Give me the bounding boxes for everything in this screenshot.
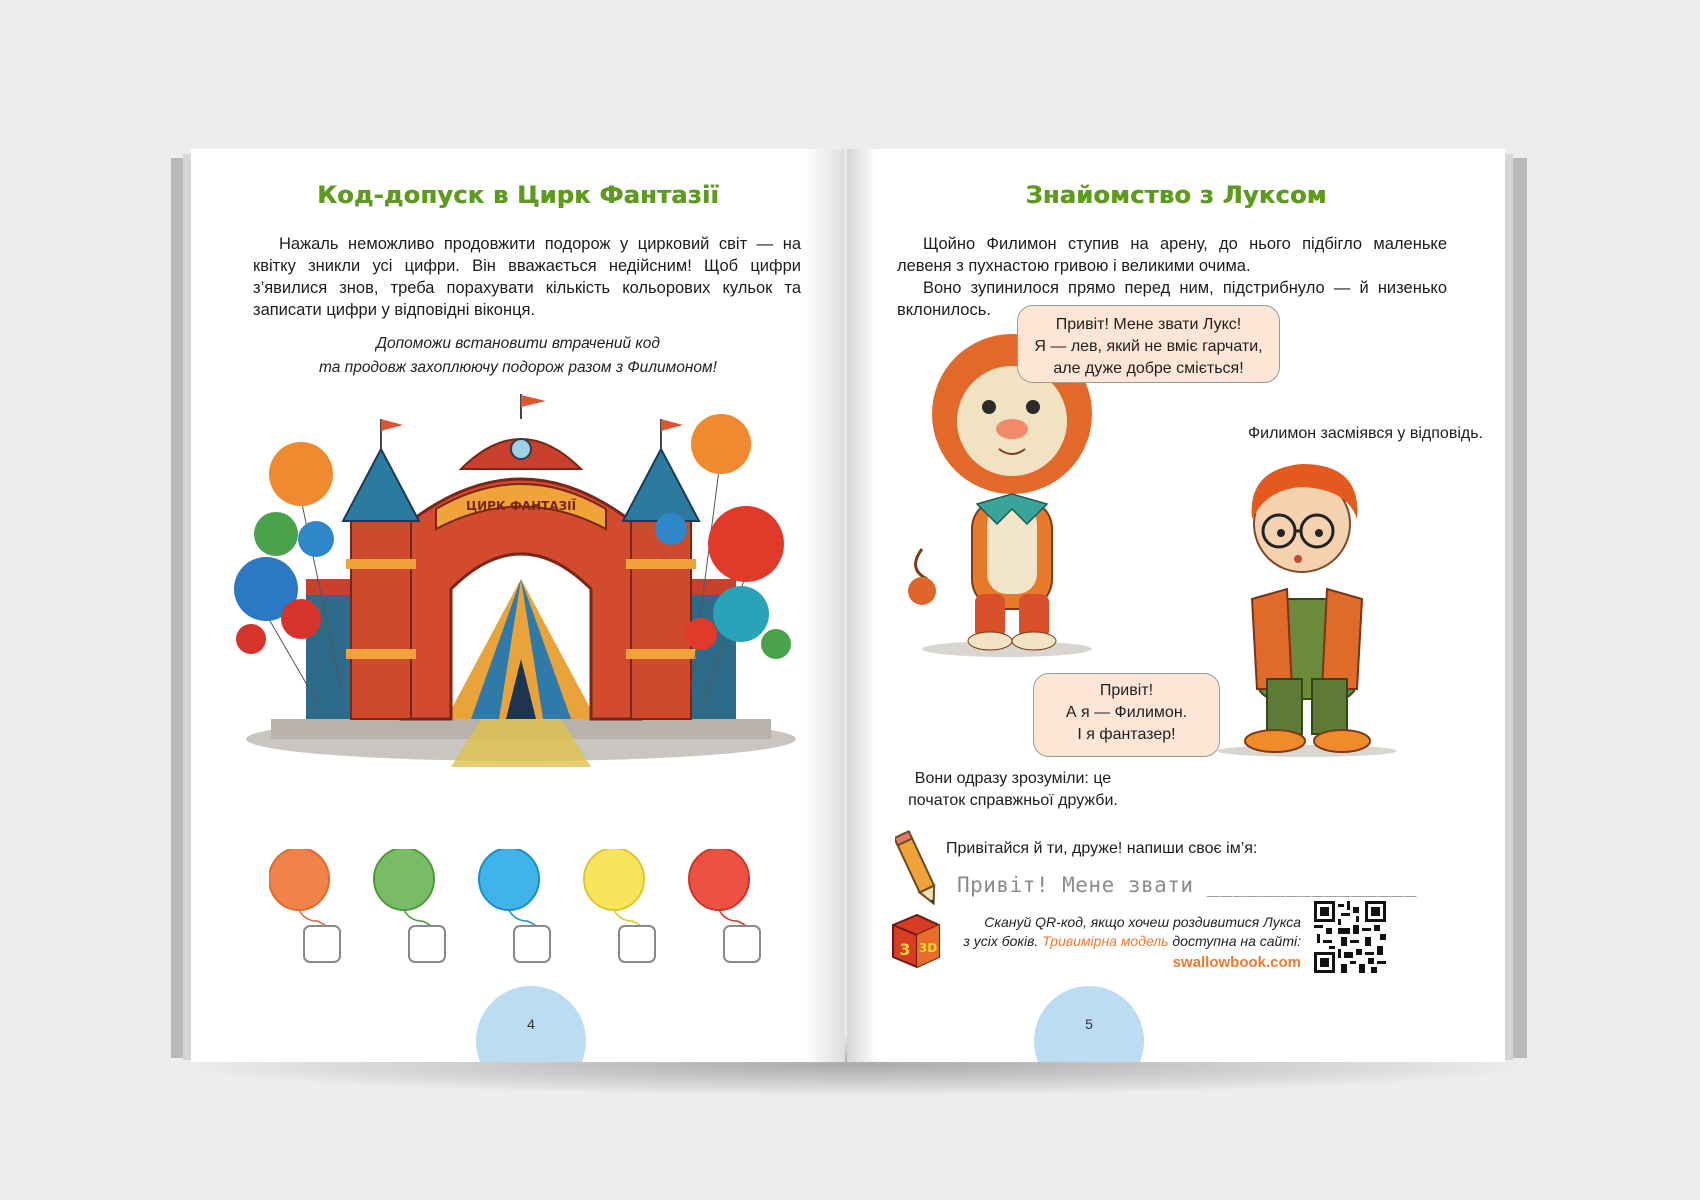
qr-code-icon[interactable]: [1314, 901, 1386, 973]
balloon-red: [689, 849, 749, 929]
intro-paragraph-2: Воно зупинилося прямо перед ним, підстрибнуло — й низенько вклонилось.: [897, 279, 1447, 319]
circus-gate-illustration: [231, 389, 811, 769]
right-page-title: Знайомство з Луксом: [1025, 181, 1327, 209]
right-gutter-shadow: [847, 149, 877, 1062]
lion-bubble-line-1: Привіт! Мене звати Лукс!: [1055, 316, 1242, 333]
qr-note-line-1: Скануй QR-код, якщо хочеш роздивитися Лукса: [984, 914, 1301, 930]
balloon-blue: [479, 849, 539, 929]
boy-bubble-line-2: А я — Филимон.: [1065, 704, 1188, 721]
balloon-orange: [269, 849, 329, 929]
right-page-stack-edge: [1513, 158, 1527, 1058]
badge-3d-text: 3D: [918, 941, 938, 955]
right-page: [847, 149, 1505, 1062]
balloon-yellow: [584, 849, 644, 929]
instruction-line-1: Допоможи встановити втрачений код: [376, 335, 660, 352]
count-box-blue[interactable]: [513, 925, 551, 963]
qr-note-part-c: доступна на сайті:: [1172, 933, 1301, 949]
qr-note-line-2: [927, 932, 1301, 951]
lion-bubble-line-2: Я — лев, який не вміє гарчати,: [1034, 338, 1263, 355]
count-box-yellow[interactable]: [618, 925, 656, 963]
left-page-title: Код-допуск в Цирк Фантазії: [317, 181, 719, 209]
qr-note-part-a: з усіх боків.: [963, 933, 1039, 949]
left-page-instruction: [191, 332, 845, 380]
balloon-green: [374, 849, 434, 929]
count-box-green[interactable]: [408, 925, 446, 963]
page-number-badge-left: [476, 986, 586, 1062]
boy-bubble-line-1: Привіт!: [1099, 682, 1154, 699]
laugh-line: Филимон засміявся у відповідь.: [1247, 425, 1483, 442]
left-paragraph-text: Нажаль неможливо продовжити подорож у цирковий світ — на квітку зникли усі цифри. Він вважається недійсним! Щоб цифри з’явилися знов, треба порахувати кількість кольорових кульок та записати цифри у відповідні віконця.: [253, 235, 801, 319]
name-prompt: Привітайся й ти, друже! напиши своє ім’я:: [946, 840, 1258, 857]
name-handwriting-field[interactable]: Привіт! Мене звати ________________: [957, 873, 1418, 897]
boy-bubble-line-3: І я фантазер!: [1077, 726, 1176, 743]
qr-note: [927, 913, 1301, 951]
qr-note-3d-model-link[interactable]: Тривимірна модель: [1042, 933, 1169, 949]
count-box-orange[interactable]: [303, 925, 341, 963]
intro-paragraph-1: Щойно Филимон ступив на арену, до нього підбігло маленьке левеня з пухнастою гривою і великими очима.: [897, 235, 1447, 275]
badge-3-text: 3: [899, 940, 911, 959]
instruction-line-2: та продовж захоплюючу подорож разом з Филимоном!: [319, 359, 717, 376]
count-box-red[interactable]: [723, 925, 761, 963]
left-gutter-shadow: [805, 149, 845, 1062]
boy-filimon-illustration: [1197, 449, 1417, 759]
page-number-right: 5: [1085, 1016, 1093, 1032]
site-link[interactable]: swallowbook.com: [1172, 954, 1301, 971]
page-number-badge-right: [1034, 986, 1144, 1062]
lion-bubble-line-3: але дуже добре сміється!: [1053, 360, 1244, 377]
page-number-left: 4: [527, 1016, 535, 1032]
friendship-line-2: початок справжньої дружби.: [908, 792, 1118, 809]
friendship-line-1: Вони одразу зрозуміли: це: [914, 770, 1112, 787]
gate-sign: ЦИРК ФАНТАЗІЇ: [465, 499, 577, 513]
boy-speech-bubble: [1033, 673, 1220, 757]
lion-speech-bubble: [1017, 305, 1280, 383]
friendship-text: [893, 768, 1133, 812]
pencil-icon: [895, 829, 941, 911]
left-page-paragraph: [253, 233, 801, 321]
left-page: [191, 149, 845, 1062]
